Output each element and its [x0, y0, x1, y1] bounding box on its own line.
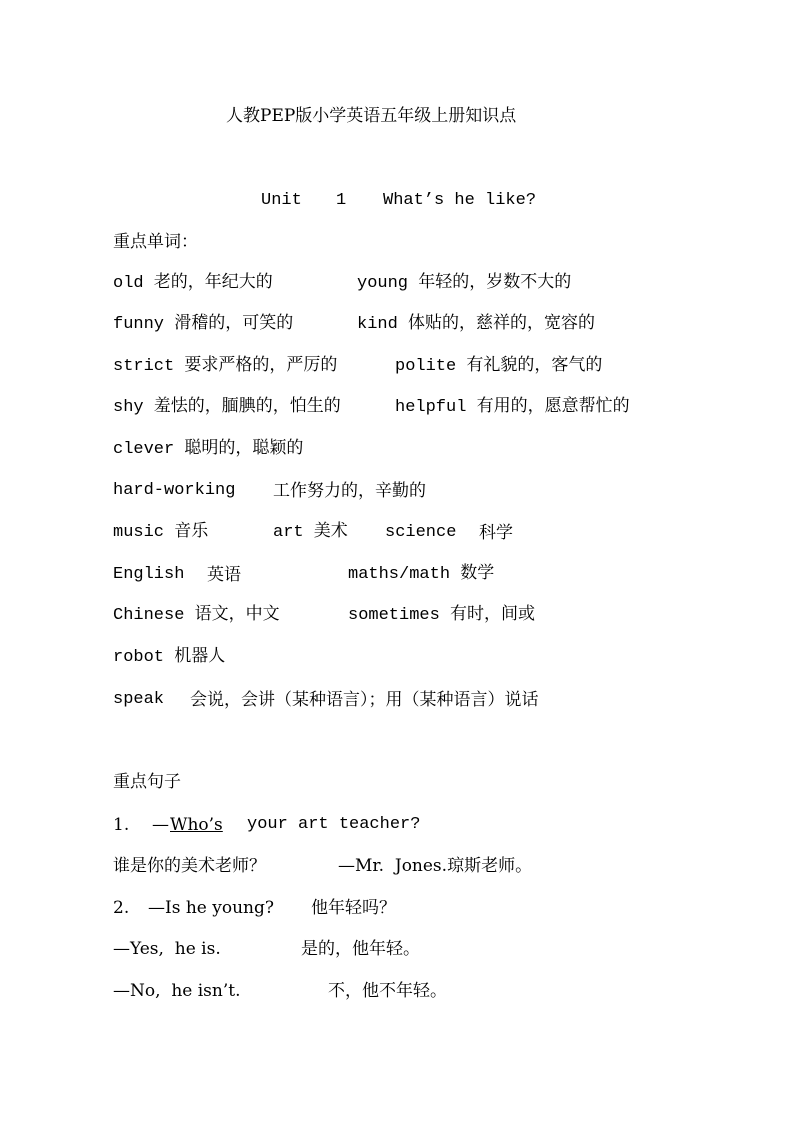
sentence-1-rest: your art teacher? — [247, 815, 421, 834]
vocab-english-meaning: 英语 — [207, 565, 241, 585]
vocab-hardworking-meaning: 工作努力的，辛勤的 — [273, 481, 426, 501]
vocab-young: young 年轻的，岁数不大的 — [357, 274, 572, 293]
sentence-2-translation: 他年轻吗？ — [311, 898, 396, 918]
vocab-speak: speak — [113, 690, 165, 709]
vocab-art: art 美术 — [273, 523, 348, 542]
vocab-science-meaning: 科学 — [479, 523, 513, 543]
unit-label: Unit — [261, 191, 302, 210]
sentence-1-number: 1. — [113, 815, 130, 835]
vocab-science: science — [385, 523, 457, 542]
answer-no: —No, he isn’t. — [113, 981, 241, 1001]
vocab-english: English — [113, 565, 185, 584]
vocab-robot: robot 机器人 — [113, 648, 226, 667]
unit-name: What’s he like? — [383, 191, 537, 210]
sentence-1-who: Who’s — [170, 815, 223, 835]
answer-yes: —Yes, he is. — [113, 939, 221, 959]
answer-no-translation: 不，他不年轻。 — [328, 981, 447, 1001]
vocab-polite: polite 有礼貌的，客气的 — [395, 357, 603, 376]
document-title: 人教PEP版小学英语五年级上册知识点 — [226, 106, 517, 126]
vocab-kind: kind 体贴的，慈祥的，宽容的 — [357, 315, 596, 334]
sentences-heading: 重点句子 — [113, 772, 181, 792]
vocab-shy: shy 羞怯的，腼腆的，怕生的 — [113, 398, 341, 417]
sentence-1-answer: —Mr. Jones.琼斯老师。 — [338, 856, 533, 876]
sentence-1-dash: — — [152, 815, 169, 835]
answer-yes-translation: 是的，他年轻。 — [301, 939, 420, 959]
vocab-strict: strict 要求严格的，严厉的 — [113, 357, 338, 376]
vocab-sometimes: sometimes 有时，间或 — [348, 606, 536, 625]
vocab-hardworking: hard-working — [113, 481, 236, 500]
sentence-1-translation: 谁是你的美术老师？ — [113, 856, 266, 876]
vocab-old: old 老的，年纪大的 — [113, 274, 273, 293]
vocab-heading: 重点单词： — [113, 232, 198, 252]
vocab-chinese: Chinese 语文，中文 — [113, 606, 280, 625]
vocab-helpful: helpful 有用的，愿意帮忙的 — [395, 398, 630, 417]
vocab-funny: funny 滑稽的，可笑的 — [113, 315, 294, 334]
vocab-clever: clever 聪明的，聪颖的 — [113, 440, 304, 459]
sentence-2-number: 2. — [113, 898, 130, 918]
unit-number: 1 — [336, 191, 347, 210]
sentence-2-question: —Is he young? — [148, 898, 274, 918]
vocab-maths: maths/math 数学 — [348, 565, 495, 584]
vocab-speak-meaning: 会说，会讲（某种语言）；用（某种语言）说话 — [190, 690, 539, 710]
vocab-music: music 音乐 — [113, 523, 209, 542]
